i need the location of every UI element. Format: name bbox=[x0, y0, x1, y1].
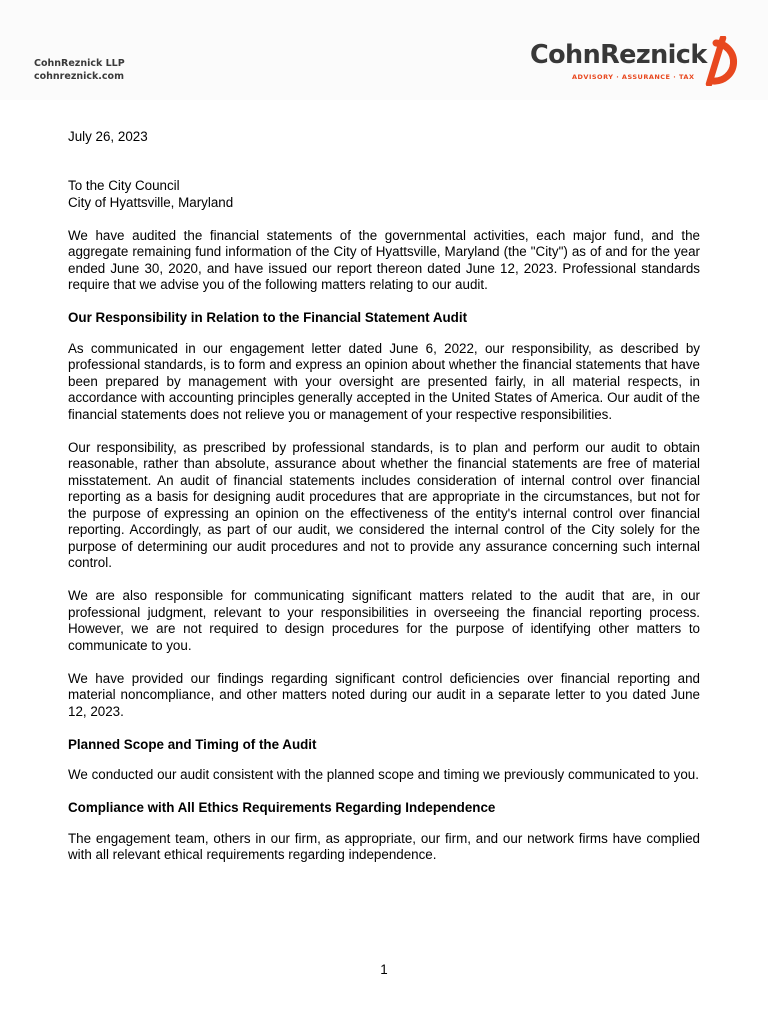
logo-wordmark: CohnReznick bbox=[530, 40, 707, 70]
letter-date: July 26, 2023 bbox=[68, 129, 148, 144]
letter-body bbox=[68, 129, 700, 880]
section-heading: Our Responsibility in Relation to the Financial Statement Audit bbox=[68, 310, 468, 325]
paragraph: We have provided our findings regarding significant control deficiencies over financial reporting and material noncompliance, and other matters noted during our audit in a separate letter to you dated June 12, 2023. bbox=[68, 670, 700, 719]
paragraph: The engagement team, others in our firm, as appropriate, our firm, and our network firms have complied with all relevant ethical requirements regarding independence. bbox=[68, 830, 700, 862]
paragraph: Our responsibility, as prescribed by professional standards, is to plan and perform our audit to obtain reasonable, rather than absolute, assurance about whether the financial statements are free of material misstatement. An audit of financial statements includes consideration of internal control over financial reporting as a basis for designing audit procedures that are appropriate in the circumstances, but not for the purpose of expressing an opinion on the effectiveness of the entity's internal control over financial reporting. Accordingly, as part of our audit, we considered the internal control of the City solely for the purpose of determining our audit procedures and not to provide any assurance concerning such internal control. bbox=[68, 439, 700, 570]
cohnreznick-logo-mark-icon bbox=[696, 36, 742, 86]
firm-name: CohnReznick LLP bbox=[34, 58, 125, 69]
paragraph: As communicated in our engagement letter dated June 6, 2022, our responsibility, as described by professional standards, is to form and express an opinion about whether the financial statements that have been prepared by management with your oversight are presented fairly, in all material respects, in accordance with accounting principles generally accepted in the United States of America. Our audit of the financial statements does not relieve you or management of your respective responsibilities. bbox=[68, 340, 700, 422]
paragraph: We conducted our audit consistent with the planned scope and timing we previously communicated to you. bbox=[68, 767, 699, 782]
recipient-line: To the City Council bbox=[68, 178, 180, 193]
intro-paragraph: We have audited the financial statements of the governmental activities, each major fund, and the aggregate remaining fund information of the City of Hyattsville, Maryland (the "City") as of and for the year ended June 30, 2020, and have issued our report thereon dated June 12, 2023. Professional standards require that we advise you of the following matters relating to our audit. bbox=[68, 227, 700, 292]
page-number: 1 bbox=[380, 962, 388, 977]
firm-contact-block bbox=[34, 57, 125, 83]
logo-tagline: ADVISORY · ASSURANCE · TAX bbox=[572, 73, 695, 81]
section-heading: Compliance with All Ethics Requirements Regarding Independence bbox=[68, 800, 496, 815]
section-heading: Planned Scope and Timing of the Audit bbox=[68, 736, 317, 752]
recipient-line: City of Hyattsville, Maryland bbox=[68, 194, 234, 210]
firm-website: cohnreznick.com bbox=[34, 71, 124, 82]
recipient-block bbox=[68, 178, 700, 211]
cohnreznick-logo bbox=[530, 36, 742, 86]
paragraph: We are also responsible for communicating significant matters related to the audit that are, in our professional judgment, relevant to your responsibilities in overseeing the financial reporting process. However, we are not required to design procedures for the purpose of identifying other matters to communicate to you. bbox=[68, 588, 700, 653]
